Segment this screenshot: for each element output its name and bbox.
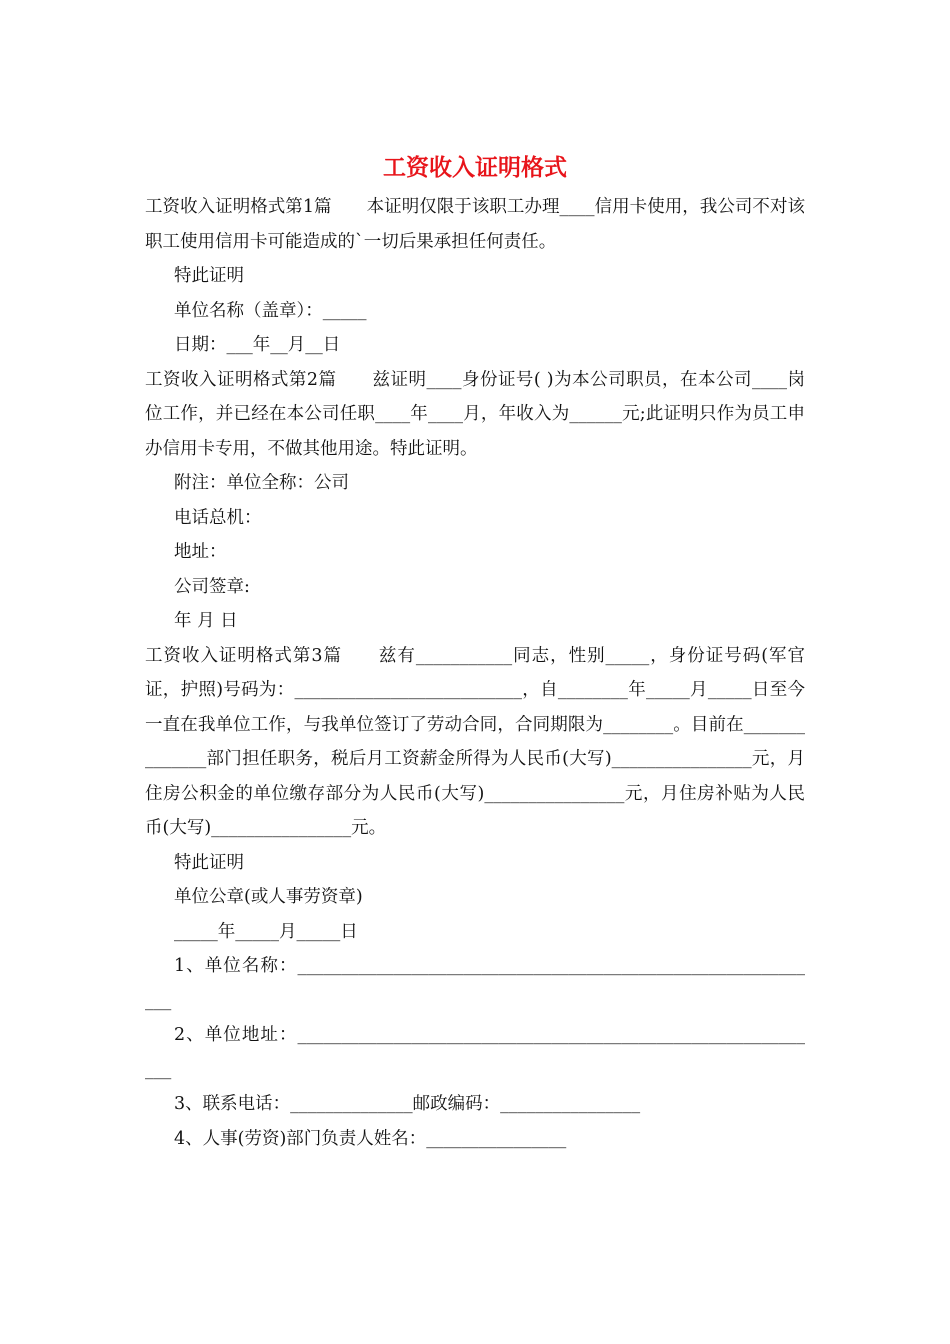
section-3-paragraph: 工资收入证明格式第3篇 兹有___________同志，性别_____，身份证号码(军官证，护照)号码为：__________________________，自________年_____月_____日至今一直在我单位工作，与我单位签订了劳动合同，合同期限为________。目前在______________部门担任职务，税后月工资薪金所得为人民币(大写)________________元，月住房公积金的单位缴存部分为人民币(大写)________________元，月住房补贴为人民币(大写)________________元。 — [145, 645, 805, 838]
section-1-paragraph: 工资收入证明格式第1篇 本证明仅限于该职工办理____信用卡使用，我公司不对该职工使用信用卡可能造成的`一切后果承担任何责任。 — [145, 197, 805, 252]
note-company-fullname: 附注：单位全称：公司 — [174, 473, 349, 493]
field-company-address: 2、单位地址：_____________________________________________________________ — [145, 1025, 805, 1080]
certification-line: 特此证明 — [174, 266, 244, 286]
official-seal-line: 单位公章(或人事劳资章) — [174, 887, 363, 907]
document-page — [145, 150, 805, 1156]
date-line-2: _____年_____月_____日 — [174, 921, 358, 942]
document-title: 工资收入证明格式 — [383, 154, 567, 181]
company-name-line: 单位名称（盖章）：_____ — [174, 300, 367, 321]
phone-line: 电话总机： — [174, 507, 262, 528]
field-company-name: 1、单位名称：_____________________________________________________________ — [145, 956, 805, 1011]
date-line: 日期：___年__月__日 — [174, 335, 341, 355]
section-2-paragraph: 工资收入证明格式第2篇 兹证明____身份证号( )为本公司职员，在本公司____岗位工作，并已经在本公司任职____年____月，年收入为______元;此证明只作为员工申办信用卡专用，不做其他用途。特此证明。 — [145, 369, 805, 459]
company-seal-line: 公司签章: — [174, 576, 250, 597]
field-contact-phone: 3、联系电话：______________邮政编码：________________ — [174, 1094, 641, 1114]
certification-line-2: 特此证明 — [174, 852, 244, 873]
date-blank-line: 年 月 日 — [174, 611, 238, 631]
field-hr-manager: 4、人事(劳资)部门负责人姓名：________________ — [174, 1128, 567, 1149]
address-line: 地址： — [174, 542, 227, 562]
